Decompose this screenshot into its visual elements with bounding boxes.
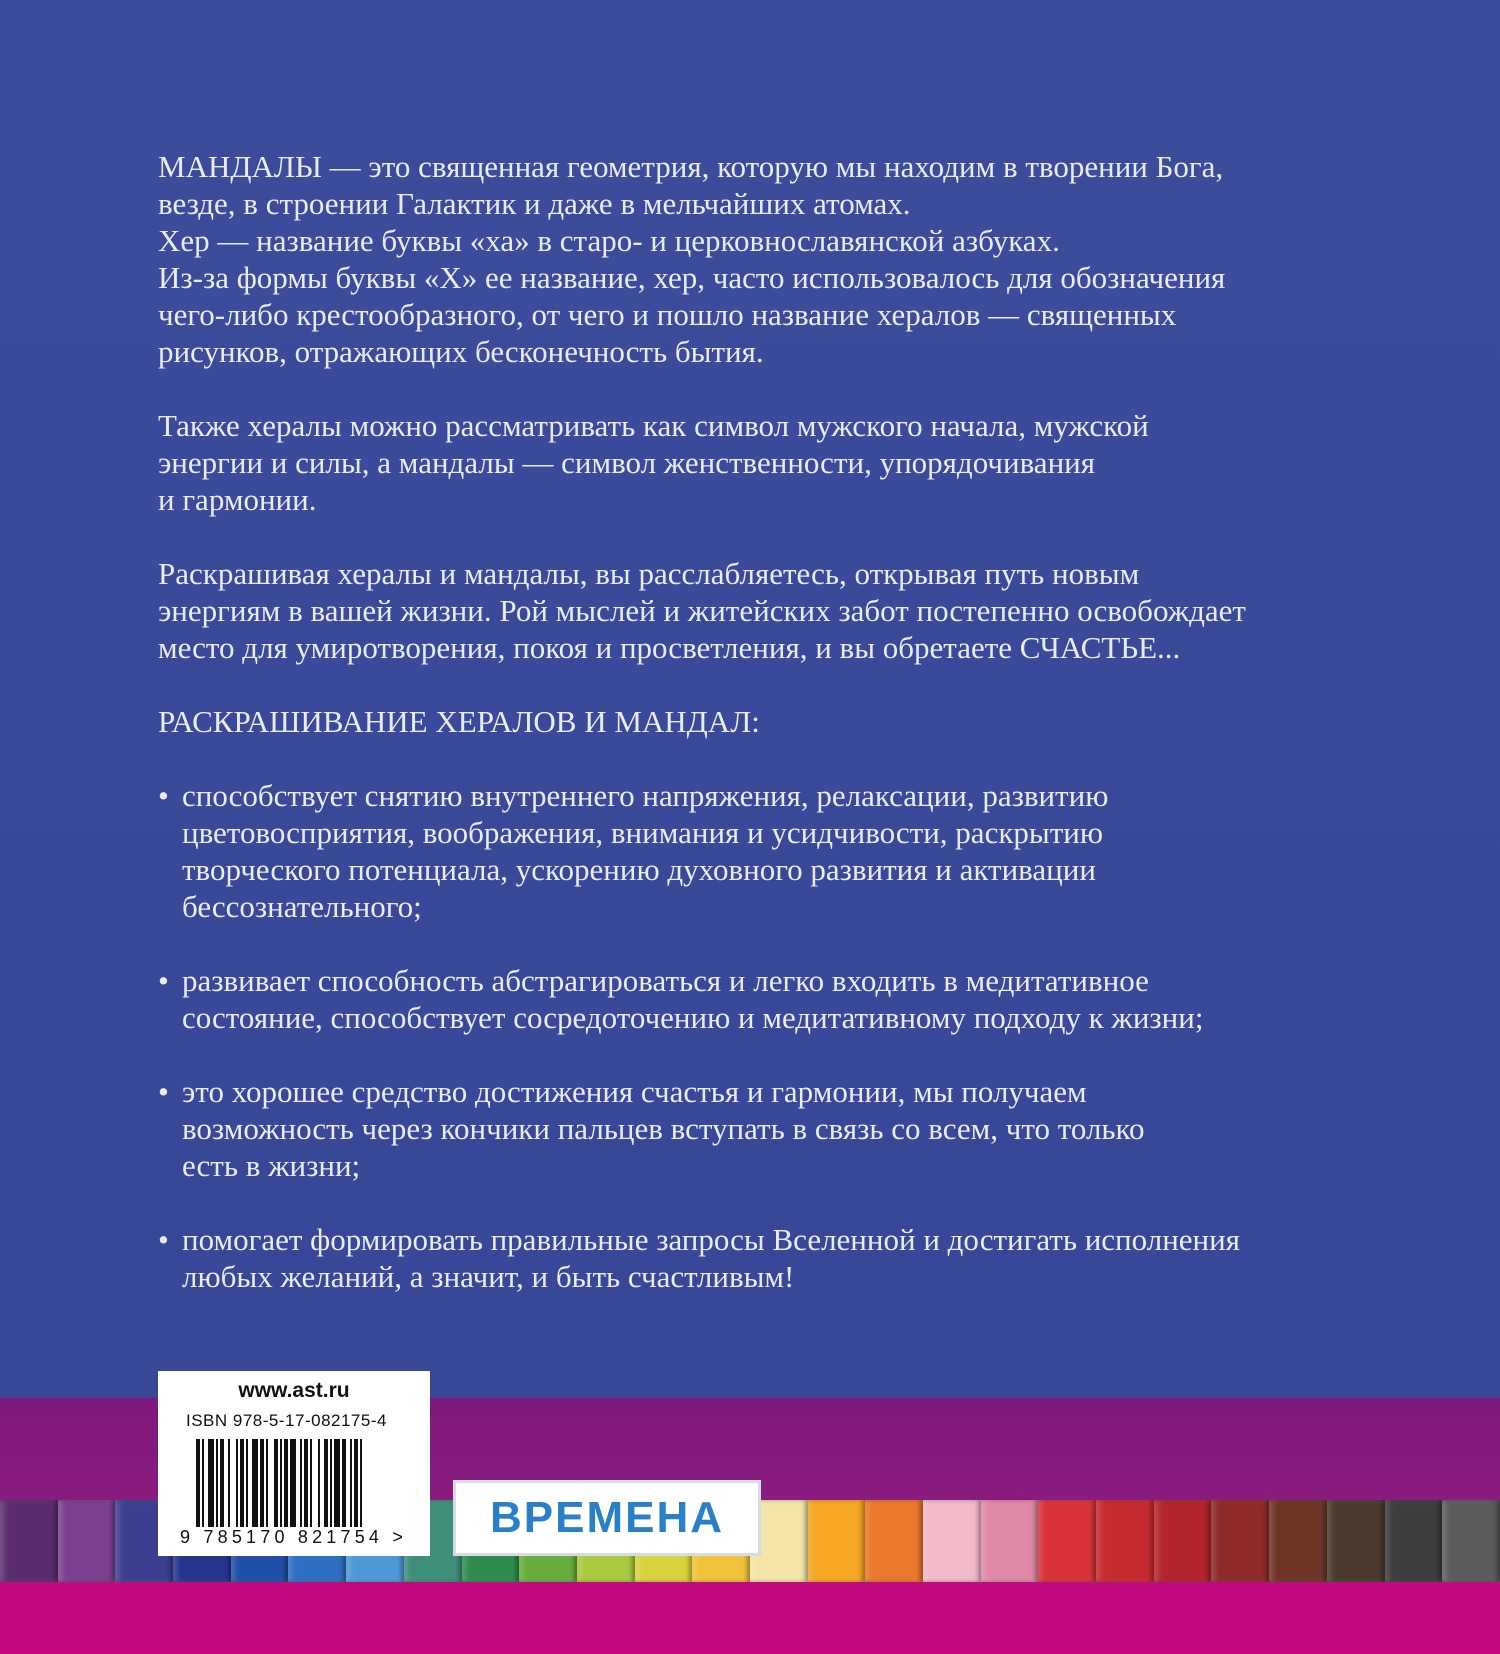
bullet-line: способствует снятию внутреннего напряжения, релаксации, развитию bbox=[182, 778, 1109, 813]
bullet-mark: • bbox=[158, 1074, 169, 1109]
bullet-item bbox=[158, 962, 1398, 1036]
bullet-item bbox=[158, 1073, 1398, 1184]
pencil bbox=[1096, 1500, 1154, 1582]
bullet-item bbox=[158, 777, 1398, 925]
pencil bbox=[923, 1500, 981, 1582]
publisher-logo bbox=[453, 1480, 761, 1556]
bullet-line: творческого потенциала, ускорению духовного развития и активации bbox=[182, 852, 1096, 887]
pencil bbox=[1038, 1500, 1096, 1582]
bullet-item bbox=[158, 1221, 1398, 1295]
bullet-line: есть в жизни; bbox=[182, 1148, 361, 1183]
barcode-panel bbox=[158, 1371, 430, 1556]
intro-line: МАНДАЛЫ — это священная геометрия, которую мы находим в творении Бога, bbox=[158, 149, 1224, 184]
intro-line: Хер — название буквы «ха» в старо- и церковнославянской азбуках. bbox=[158, 223, 1060, 258]
intro-line: рисунков, отражающих бесконечность бытия. bbox=[158, 334, 764, 369]
bullet-line: помогает формировать правильные запросы Вселенной и достигать исполнения bbox=[182, 1222, 1240, 1257]
barcode-digits: 9 785170 821754 > bbox=[180, 1527, 408, 1547]
pencil bbox=[1211, 1500, 1269, 1582]
paragraph-line: Раскрашивая хералы и мандалы, вы расслабляетесь, открывая путь новым bbox=[158, 556, 1140, 591]
bottom-band bbox=[0, 1582, 1500, 1654]
isbn-number: ISBN 978-5-17-082175-4 bbox=[186, 1411, 387, 1430]
pencil bbox=[981, 1500, 1039, 1582]
section-heading: РАСКРАШИВАНИЕ ХЕРАЛОВ И МАНДАЛ: bbox=[158, 704, 760, 739]
barcode-icon bbox=[196, 1439, 410, 1527]
bullet-line: развивает способность абстрагироваться и легко входить в медитативное bbox=[182, 963, 1149, 998]
paragraph-line: место для умиротворения, покоя и просветления, и вы обретаете СЧАСТЬЕ... bbox=[158, 630, 1181, 665]
pencil bbox=[1269, 1500, 1327, 1582]
description-text bbox=[158, 148, 1398, 1295]
pencil bbox=[808, 1500, 866, 1582]
bullet-line: состояние, способствует сосредоточению и медитативному подходу к жизни; bbox=[182, 1000, 1204, 1035]
intro-line: Из-за формы буквы «Х» ее название, хер, часто использовалось для обозначения bbox=[158, 260, 1226, 295]
publisher-url: www.ast.ru bbox=[238, 1379, 350, 1402]
bullet-line: цветовосприятия, воображения, внимания и усидчивости, раскрытию bbox=[182, 815, 1104, 850]
publisher-logo-text: ВРЕМЕНА bbox=[489, 1493, 725, 1542]
pencil bbox=[58, 1500, 116, 1582]
bullet-line: любых желаний, а значит, и быть счастливым! bbox=[182, 1259, 795, 1294]
paragraph-line: энергии и силы, а мандалы — символ женственности, упорядочивания bbox=[158, 445, 1096, 480]
pencil bbox=[865, 1500, 923, 1582]
paragraph-line: Также хералы можно рассматривать как символ мужского начала, мужской bbox=[158, 408, 1149, 443]
pencil bbox=[1442, 1500, 1500, 1582]
intro-line: чего-либо крестообразного, от чего и пошло название хералов — священных bbox=[158, 297, 1177, 332]
pencil bbox=[1327, 1500, 1385, 1582]
pencil bbox=[1385, 1500, 1443, 1582]
paragraph-line: и гармонии. bbox=[158, 482, 317, 517]
pencil bbox=[1154, 1500, 1212, 1582]
intro-line: везде, в строении Галактик и даже в мельчайших атомах. bbox=[158, 186, 911, 221]
bullet-mark: • bbox=[158, 778, 169, 813]
bullet-mark: • bbox=[158, 963, 169, 998]
paragraph-line: энергиям в вашей жизни. Рой мыслей и житейских забот постепенно освобождает bbox=[158, 593, 1246, 628]
bullet-line: бессознательного; bbox=[182, 889, 422, 924]
bullet-line: возможность через кончики пальцев вступать в связь со всем, что только bbox=[182, 1111, 1145, 1146]
bullet-line: это хорошее средство достижения счастья и гармонии, мы получаем bbox=[182, 1074, 1087, 1109]
pencil bbox=[0, 1500, 58, 1582]
bullet-mark: • bbox=[158, 1222, 169, 1257]
